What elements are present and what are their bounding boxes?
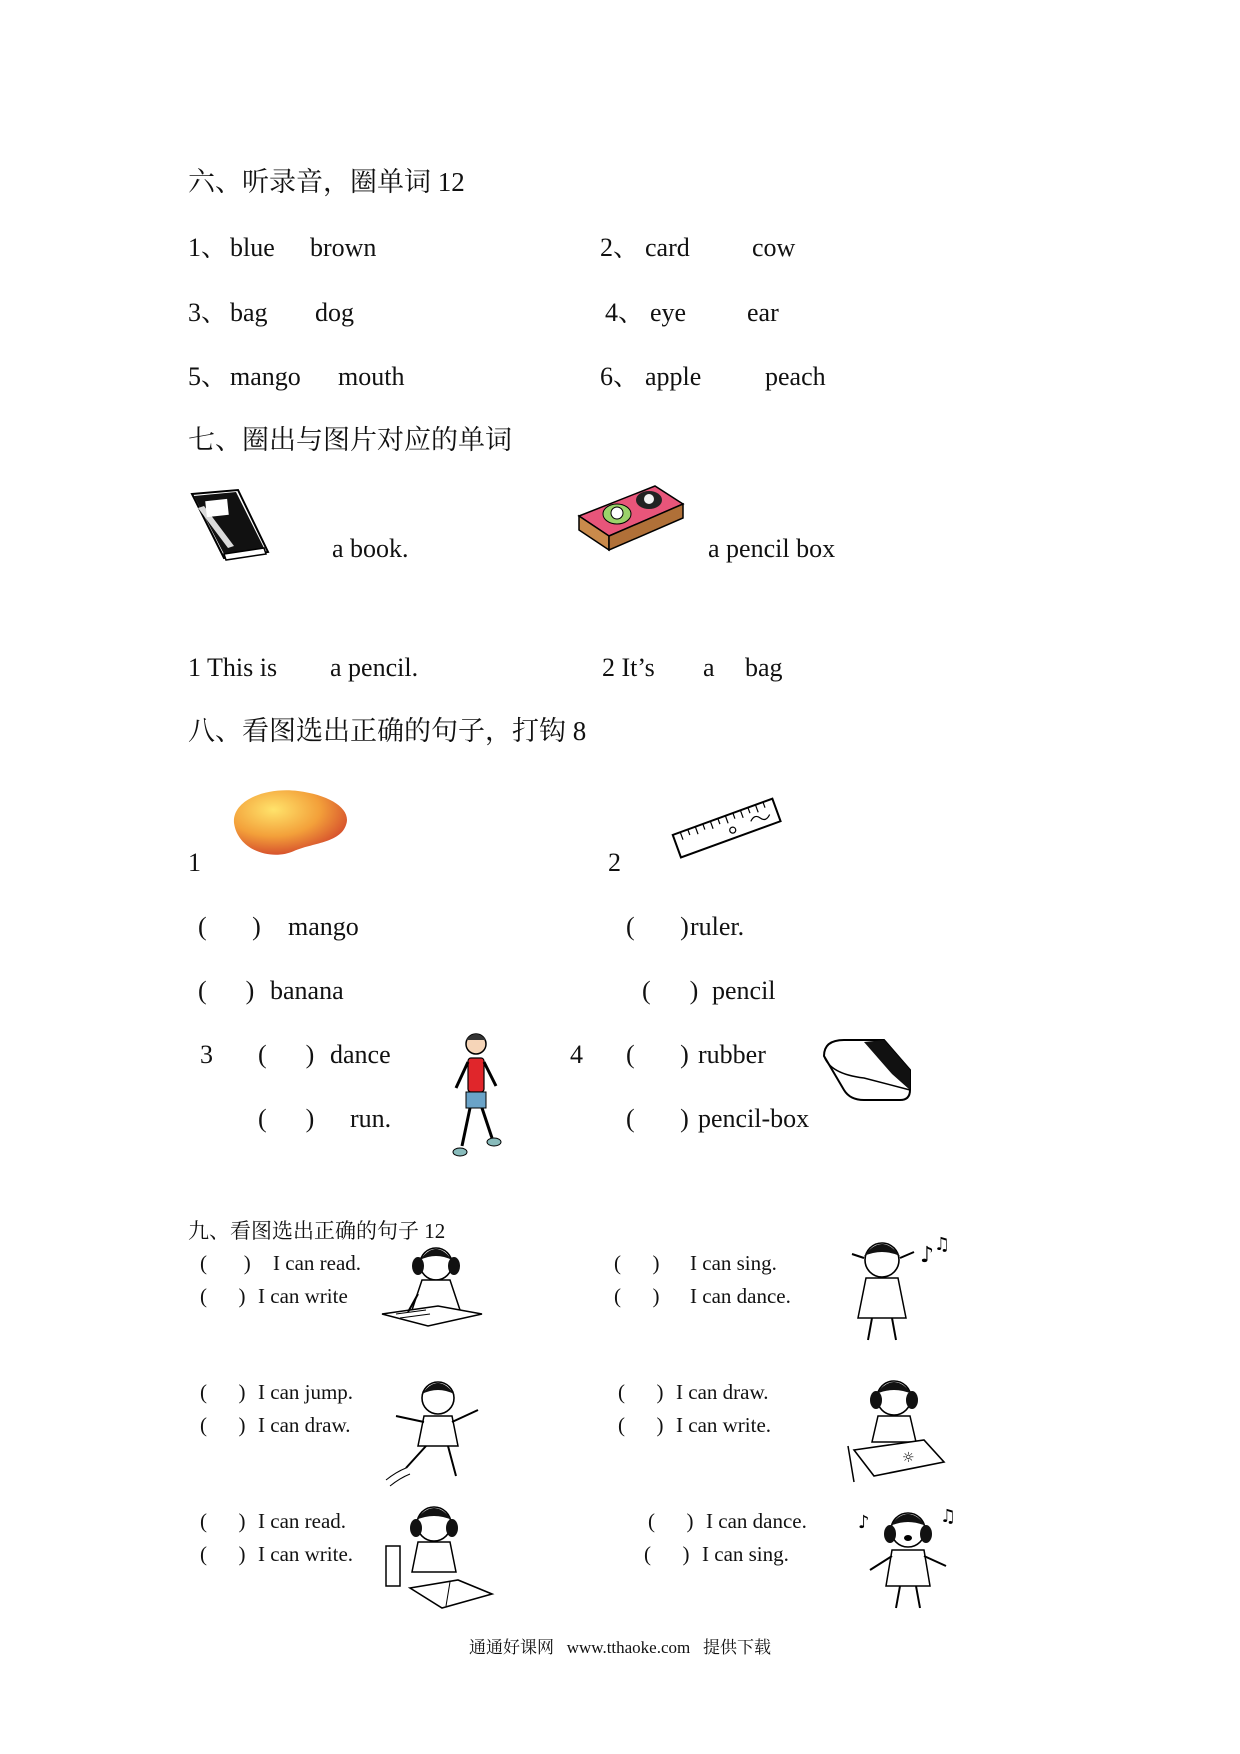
section-8-title: 八、看图选出正确的句子，打钩 8 [188,716,587,746]
svg-text:♫: ♫ [940,1506,957,1527]
svg-text:♫: ♫ [934,1236,951,1255]
s6-item2-word-b[interactable]: cow [752,233,796,262]
q2-opt2-paren[interactable]: ( ) [642,976,699,1005]
s6-item3-word-b[interactable]: dog [315,298,354,327]
q2-opt1-paren[interactable]: ( ) [626,912,689,941]
girl-dancing-picture [856,1506,960,1612]
s9-q6-opt2-paren[interactable]: ( ) [644,1542,690,1566]
pencil-box-option[interactable]: a pencil box [708,534,836,563]
s9-q6-opt1-paren[interactable]: ( ) [648,1509,694,1533]
s9-q1-opt2-label: I can write [258,1284,348,1308]
girl-reading-picture [384,1502,496,1614]
s9-q2-opt1-paren[interactable]: ( ) [614,1251,660,1275]
s6-item5-word-a[interactable]: mango [230,362,301,391]
s9-q2-opt2-label: I can dance. [690,1284,791,1308]
girl-writing-picture [378,1244,486,1336]
q3-opt2-paren[interactable]: ( ) [258,1104,315,1133]
s9-q1-opt1-paren[interactable]: ( ) [200,1251,251,1275]
s7-line2-word[interactable]: bag [745,653,783,682]
s9-q2-opt1-label: I can sing. [690,1251,777,1275]
q4-opt2-label: pencil-box [698,1104,810,1133]
s6-item6-word-b[interactable]: peach [765,362,826,391]
s9-q1-opt1-label: I can read. [273,1251,362,1275]
q3-number: 3 [200,1040,213,1069]
s6-item5-word-b[interactable]: mouth [338,362,405,391]
girl-jumping-picture [382,1376,488,1488]
svg-text:☼: ☼ [902,1450,915,1466]
svg-text:♪: ♪ [920,1243,935,1268]
s9-q4-opt2-label: I can write. [676,1413,772,1437]
s9-q2-opt2-paren[interactable]: ( ) [614,1284,660,1308]
s6-item6-num: 6、 [600,362,640,391]
s6-item4-num: 4、 [605,298,645,327]
q2-opt1-label: ruler. [690,912,745,941]
s7-line2-prefix: 2 It’s [602,653,655,682]
s6-item2-num: 2、 [600,233,640,262]
s6-item5-num: 5、 [188,362,228,391]
s9-q5-opt2-paren[interactable]: ( ) [200,1542,246,1566]
section-9-title: 九、看图选出正确的句子 12 [188,1219,446,1243]
q2-number: 2 [608,848,621,877]
s6-item1-num: 1、 [188,233,228,262]
girl-singing-picture [832,1236,952,1346]
s9-q5-opt1-label: I can read. [258,1509,347,1533]
section-7-title: 七、圈出与图片对应的单词 [188,425,512,455]
s6-item3-num: 3、 [188,298,228,327]
s9-q5-opt2-label: I can write. [258,1542,354,1566]
s6-item1-word-a[interactable]: blue [230,233,275,262]
q1-opt2-label: banana [270,976,344,1005]
q3-opt1-paren[interactable]: ( ) [258,1040,315,1069]
s9-q4-opt1-label: I can draw. [676,1380,769,1404]
q2-opt2-label: pencil [712,976,776,1005]
q4-opt2-paren[interactable]: ( ) [626,1104,689,1133]
running-boy-picture [448,1030,504,1170]
s9-q3-opt1-label: I can jump. [258,1380,354,1404]
ruler-picture [668,796,786,862]
pencil-box-picture [575,482,687,557]
s9-q4-opt1-paren[interactable]: ( ) [618,1380,664,1404]
q4-opt1-label: rubber [698,1040,766,1069]
q1-opt2-paren[interactable]: ( ) [198,976,255,1005]
q1-number: 1 [188,848,201,877]
s7-line1-word[interactable]: a pencil. [330,653,419,682]
q3-opt1-label: dance [330,1040,391,1069]
rubber-picture [818,1034,914,1112]
q4-number: 4 [570,1040,583,1069]
s9-q6-opt1-label: I can dance. [706,1509,807,1533]
s9-q3-opt2-label: I can draw. [258,1413,351,1437]
svg-text:♪: ♪ [858,1512,870,1533]
s7-line2-article: a [703,653,715,682]
section-6-title: 六、听录音，圈单词 12 [188,167,465,197]
book-option[interactable]: a book. [332,534,409,563]
book-picture [188,488,270,562]
s9-q4-opt2-paren[interactable]: ( ) [618,1413,664,1437]
q1-opt1-paren[interactable]: ( ) [198,912,261,941]
page-footer: 通通好课网 www.tthaoke.com 提供下载 [468,1638,772,1657]
s9-q5-opt1-paren[interactable]: ( ) [200,1509,246,1533]
q3-opt2-label: run. [350,1104,392,1133]
q4-opt1-paren[interactable]: ( ) [626,1040,689,1069]
s6-item2-word-a[interactable]: card [645,233,690,262]
girl-drawing-picture [844,1376,948,1484]
q1-opt1-label: mango [288,912,359,941]
s6-item1-word-b[interactable]: brown [310,233,377,262]
s9-q3-opt1-paren[interactable]: ( ) [200,1380,246,1404]
s6-item4-word-a[interactable]: eye [650,298,687,327]
s6-item6-word-a[interactable]: apple [645,362,702,391]
mango-picture [228,785,352,863]
s6-item4-word-b[interactable]: ear [747,298,779,327]
s9-q3-opt2-paren[interactable]: ( ) [200,1413,246,1437]
s7-line1-prefix: 1 This is [188,653,278,682]
s6-item3-word-a[interactable]: bag [230,298,268,327]
s9-q6-opt2-label: I can sing. [702,1542,789,1566]
s9-q1-opt2-paren[interactable]: ( ) [200,1284,246,1308]
